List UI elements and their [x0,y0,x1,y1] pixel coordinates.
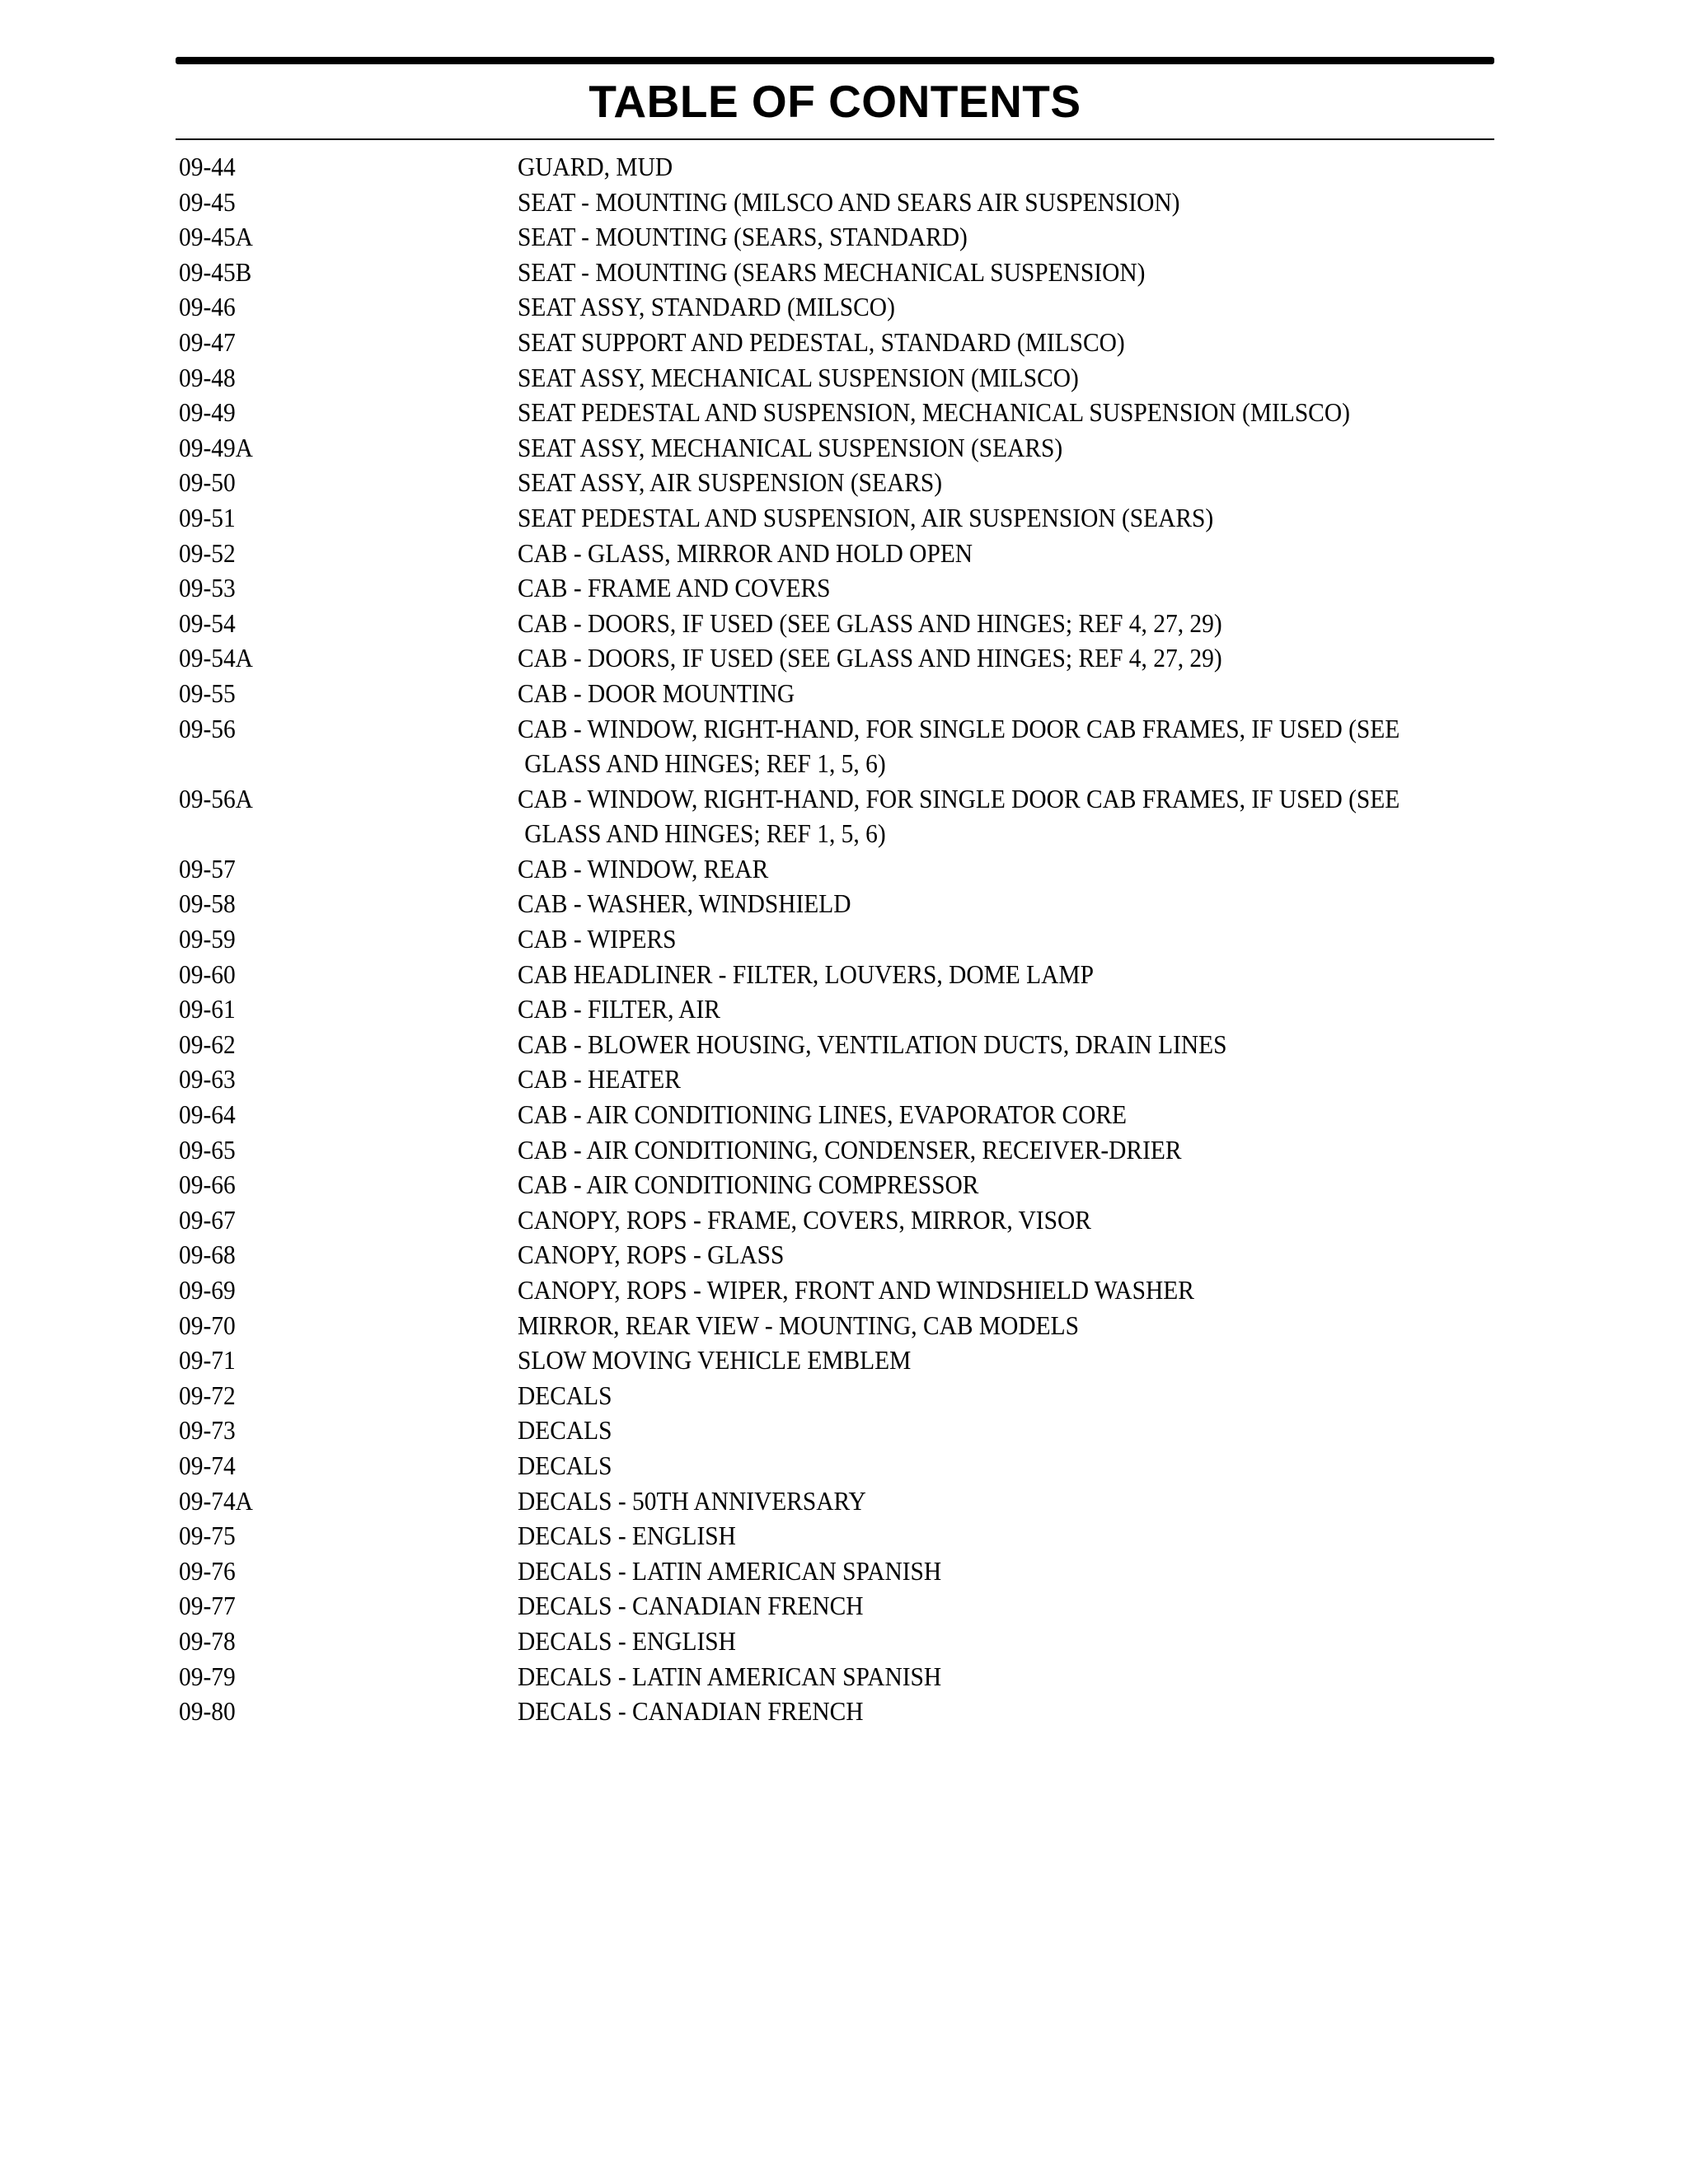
toc-entry-title [518,255,1498,290]
toc-entry [179,1237,1498,1272]
toc-entry-title-line: DECALS - CANADIAN FRENCH [518,1591,864,1621]
toc-entry-number: 09-67 [179,1204,236,1235]
toc-entry-title-line: CANOPY, ROPS - FRAME, COVERS, MIRROR, VISOR [518,1204,1091,1235]
toc-entry [179,289,1498,325]
toc-entry [179,1132,1498,1168]
toc-entry-number: 09-57 [179,853,236,883]
toc-entry-number: 09-45 [179,186,236,217]
toc-entry-title-line: CAB - HEATER [518,1064,681,1094]
toc-entry-title [518,1518,1498,1554]
toc-entry [179,149,1498,185]
toc-entry-title-line: CANOPY, ROPS - GLASS [518,1240,785,1270]
toc-entry-title-line: CAB - FILTER, AIR [518,994,720,1024]
toc-entry-number: 09-62 [179,1029,236,1059]
toc-entry [179,1588,1498,1624]
toc-entry-title-line: CAB - AIR CONDITIONING, CONDENSER, RECEIVER-DRIER [518,1134,1182,1165]
toc-entry-number: 09-79 [179,1661,236,1691]
toc-entry-title-line: CAB - BLOWER HOUSING, VENTILATION DUCTS, DRAIN LINES [518,1029,1227,1059]
toc-entry-number: 09-75 [179,1521,236,1551]
toc-entry-number: 09-80 [179,1696,236,1727]
toc-entry-number: 09-55 [179,677,236,708]
toc-entry-number: 09-51 [179,502,236,532]
toc-entry-title-line: SEAT ASSY, AIR SUSPENSION (SEARS) [518,467,943,498]
toc-entry-title-line: CAB HEADLINER - FILTER, LOUVERS, DOME LAMP [518,958,1094,989]
toc-entry-title-line: SEAT PEDESTAL AND SUSPENSION, MECHANICAL SUSPENSION (MILSCO) [518,397,1350,428]
toc-entry [179,536,1498,571]
toc-entry-number: 09-56 [179,713,236,743]
toc-entry [179,1378,1498,1413]
toc-entry [179,781,1498,851]
toc-entry-number: 09-59 [179,924,236,954]
toc-entry [179,1272,1498,1308]
toc-entry-title [518,430,1498,466]
toc-entry-title [518,1413,1498,1448]
toc-entry-title-continuation: GLASS AND HINGES; REF 1, 5, 6) [524,818,886,849]
toc-entry-number: 09-60 [179,958,236,989]
toc-entry-title-line: SEAT ASSY, STANDARD (MILSCO) [518,292,895,322]
toc-entry-title-line: MIRROR, REAR VIEW - MOUNTING, CAB MODELS [518,1310,1079,1340]
toc-entry-title [518,1483,1498,1519]
toc-entry [179,1202,1498,1238]
toc-entry-title [518,149,1498,185]
toc-entry-title [518,1624,1498,1659]
toc-entry-title [518,1097,1498,1132]
toc-entry-title-line: CAB - WASHER, WINDSHIELD [518,888,851,919]
toc-entry-title [518,1167,1498,1202]
toc-entry [179,500,1498,536]
toc-entry-number: 09-52 [179,537,236,568]
toc-entry [179,255,1498,290]
toc-entry-number: 09-78 [179,1625,236,1656]
toc-entry [179,1343,1498,1378]
toc-entry-number: 09-58 [179,888,236,919]
toc-entry-number: 09-50 [179,467,236,498]
toc-entry [179,219,1498,255]
toc-entry-title [518,606,1498,641]
toc-entry-title-line: CANOPY, ROPS - WIPER, FRONT AND WINDSHIELD WASHER [518,1275,1194,1305]
toc-entry-title [518,957,1498,992]
toc-entry [179,921,1498,957]
toc-entry-title [518,1694,1498,1729]
toc-entry-title-line: SEAT SUPPORT AND PEDESTAL, STANDARD (MILSCO) [518,326,1125,357]
toc-entry-title [518,676,1498,711]
toc-entry-title-line: DECALS - ENGLISH [518,1521,736,1551]
toc-entry-title-line: DECALS [518,1450,612,1480]
toc-entry-title [518,1659,1498,1694]
toc-entry-number: 09-74 [179,1450,236,1480]
toc-entry-number: 09-77 [179,1591,236,1621]
toc-entry-title-line: CAB - WINDOW, REAR [518,853,769,883]
toc-entry [179,886,1498,921]
toc-entry-title [518,1554,1498,1589]
toc-entry-number: 09-63 [179,1064,236,1094]
toc-entry-title [518,1062,1498,1097]
toc-entry-title-line: CAB - DOOR MOUNTING [518,677,795,708]
toc-entry-title [518,781,1498,851]
toc-entry-number: 09-46 [179,292,236,322]
toc-entry-title-line: SLOW MOVING VEHICLE EMBLEM [518,1345,912,1376]
toc-entry-title-line: CAB - WINDOW, RIGHT-HAND, FOR SINGLE DOOR CAB FRAMES, IF USED (SEE [518,783,1400,813]
toc-entry-number: 09-54A [179,643,253,673]
toc-entry-title [518,1343,1498,1378]
toc-entry-title-line: CAB - FRAME AND COVERS [518,573,831,603]
toc-entry [179,1448,1498,1483]
toc-entry-title [518,360,1498,396]
toc-entry [179,325,1498,360]
toc-entry-number: 09-49 [179,397,236,428]
toc-entry-number: 09-65 [179,1134,236,1165]
toc-entry-number: 09-45A [179,222,253,252]
toc-entry [179,1062,1498,1097]
toc-entry-title [518,395,1498,430]
toc-entry-title-line: DECALS - LATIN AMERICAN SPANISH [518,1555,942,1586]
toc-entry-title [518,185,1498,220]
toc-entry-number: 09-54 [179,607,236,638]
toc-entry [179,395,1498,430]
toc-entry-title-line: SEAT - MOUNTING (SEARS MECHANICAL SUSPENSION) [518,256,1146,287]
toc-entry-title [518,921,1498,957]
toc-entry-title [518,500,1498,536]
toc-entry-title-line: CAB - WINDOW, RIGHT-HAND, FOR SINGLE DOOR CAB FRAMES, IF USED (SEE [518,713,1400,743]
toc-entry-title-line: CAB - AIR CONDITIONING COMPRESSOR [518,1169,979,1200]
toc-entry-number: 09-48 [179,362,236,392]
toc-entry-title [518,1202,1498,1238]
toc-entry [179,1167,1498,1202]
toc-entry-title [518,851,1498,887]
toc-entry-number: 09-70 [179,1310,236,1340]
toc-entry [179,640,1498,676]
toc-entry-title [518,465,1498,500]
toc-entry [179,991,1498,1027]
toc-entry-title [518,1132,1498,1168]
toc-entry [179,1483,1498,1519]
toc-entry-title [518,570,1498,606]
toc-entry-number: 09-61 [179,994,236,1024]
toc-entry-title-line: SEAT ASSY, MECHANICAL SUSPENSION (SEARS) [518,432,1063,462]
toc-entry-number: 09-68 [179,1240,236,1270]
toc-entry-title [518,640,1498,676]
toc-entry-number: 09-66 [179,1169,236,1200]
toc-entry-title-line: DECALS [518,1415,612,1446]
toc-entry [179,606,1498,641]
toc-entry-title-line: CAB - AIR CONDITIONING LINES, EVAPORATOR CORE [518,1099,1128,1130]
toc-entry-title [518,1448,1498,1483]
toc-entry-title-line: SEAT PEDESTAL AND SUSPENSION, AIR SUSPENSION (SEARS) [518,502,1214,532]
toc-entry [179,1624,1498,1659]
toc-entry-number: 09-71 [179,1345,236,1376]
toc-entry-title-line: DECALS - 50TH ANNIVERSARY [518,1485,866,1516]
toc-entry-title-line: SEAT ASSY, MECHANICAL SUSPENSION (MILSCO) [518,362,1079,392]
toc-entry-title-line: CAB - DOORS, IF USED (SEE GLASS AND HINGES; REF 4, 27, 29) [518,607,1222,638]
toc-entry-number: 09-69 [179,1275,236,1305]
toc-entry [179,1659,1498,1694]
toc-entry-number: 09-53 [179,573,236,603]
toc-entry-title-line: SEAT - MOUNTING (MILSCO AND SEARS AIR SUSPENSION) [518,186,1180,217]
toc-entry-title [518,1027,1498,1062]
toc-entry-title [518,886,1498,921]
toc-entry [179,570,1498,606]
toc-list [179,149,1498,1729]
toc-entry-title [518,1272,1498,1308]
toc-entry-title [518,325,1498,360]
toc-entry [179,1027,1498,1062]
toc-entry-title-line: DECALS [518,1380,612,1410]
toc-entry [179,1554,1498,1589]
toc-entry [179,185,1498,220]
toc-entry-number: 09-56A [179,783,253,813]
toc-entry-number: 09-73 [179,1415,236,1446]
toc-entry-title-line: SEAT - MOUNTING (SEARS, STANDARD) [518,222,968,252]
toc-entry [179,1097,1498,1132]
toc-entry-title [518,536,1498,571]
toc-entry [179,711,1498,781]
toc-entry [179,1308,1498,1343]
toc-entry-number: 09-74A [179,1485,253,1516]
toc-entry-number: 09-64 [179,1099,236,1130]
toc-entry-title [518,1308,1498,1343]
toc-entry-title-continuation: GLASS AND HINGES; REF 1, 5, 6) [524,748,886,779]
toc-entry-number: 09-45B [179,256,252,287]
toc-entry [179,1413,1498,1448]
toc-entry [179,851,1498,887]
page-title: TABLE OF CONTENTS [588,76,1081,127]
toc-entry-title-line: CAB - DOORS, IF USED (SEE GLASS AND HINGES; REF 4, 27, 29) [518,643,1222,673]
toc-entry-number: 09-47 [179,326,236,357]
toc-entry-title [518,991,1498,1027]
toc-entry [179,465,1498,500]
toc-entry-title [518,1378,1498,1413]
toc-entry-title-line: DECALS - LATIN AMERICAN SPANISH [518,1661,942,1691]
toc-entry [179,676,1498,711]
toc-entry-title [518,289,1498,325]
toc-entry-title-line: GUARD, MUD [518,152,673,181]
toc-entry-number: 09-49A [179,432,253,462]
toc-entry [179,430,1498,466]
toc-entry-title-line: DECALS - CANADIAN FRENCH [518,1696,864,1727]
toc-entry [179,360,1498,396]
toc-entry-title [518,1588,1498,1624]
toc-entry-number: 09-72 [179,1380,236,1410]
title-underline [176,138,1494,140]
top-rule [176,57,1494,64]
toc-entry [179,1518,1498,1554]
toc-entry [179,957,1498,992]
toc-entry-title [518,1237,1498,1272]
toc-entry-number: 09-44 [179,152,236,181]
toc-entry [179,1694,1498,1729]
toc-entry-number: 09-76 [179,1555,236,1586]
toc-entry-title [518,711,1498,781]
toc-entry-title-line: DECALS - ENGLISH [518,1625,736,1656]
toc-entry-title-line: CAB - GLASS, MIRROR AND HOLD OPEN [518,537,973,568]
toc-entry-title-line: CAB - WIPERS [518,924,677,954]
toc-entry-title [518,219,1498,255]
